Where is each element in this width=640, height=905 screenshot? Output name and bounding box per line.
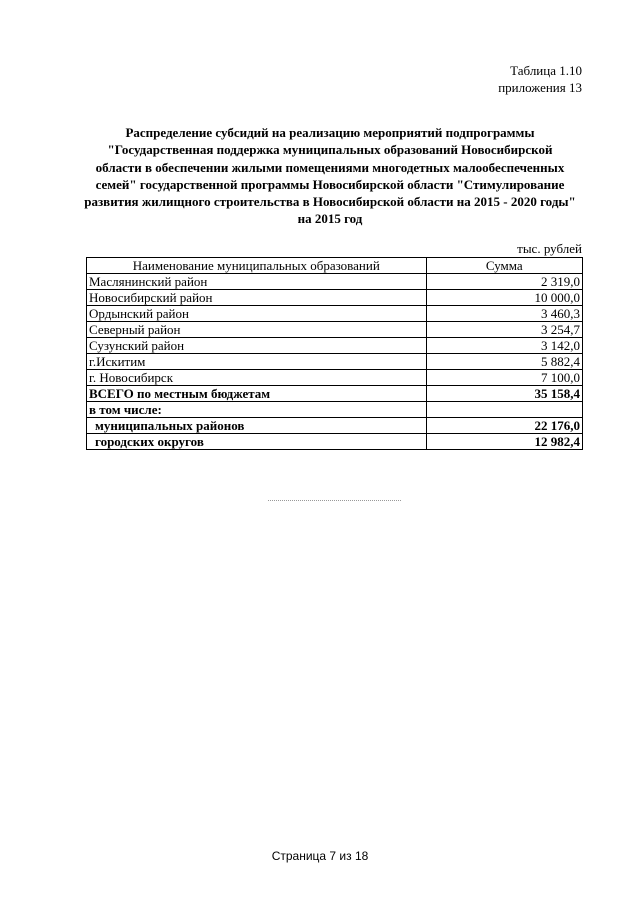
subtotal-row [87, 434, 583, 450]
municipality-name: Сузунский район [87, 338, 427, 354]
table-number: Таблица 1.10 [510, 63, 582, 78]
subtotal-amount: 12 982,4 [426, 434, 582, 450]
title-line: области в обеспечении жилыми помещениями многодетных малообеспеченных [95, 159, 565, 175]
table-row [87, 338, 583, 354]
total-label: ВСЕГО по местным бюджетам [87, 386, 427, 402]
subtotal-label: городских округов [87, 434, 427, 450]
title-line: развития жилищного строительства в Новосибирской области на 2015 - 2020 годы" [84, 194, 576, 210]
table-row [87, 274, 583, 290]
title-line: "Государственная поддержка муниципальных образований Новосибирской [107, 142, 553, 158]
appendix-number: приложения 13 [498, 80, 582, 95]
total-amount: 35 158,4 [426, 386, 582, 402]
municipality-name: Маслянинский район [87, 274, 427, 290]
title-line: Распределение субсидий на реализацию мероприятий подпрограммы [125, 125, 535, 140]
subsidy-amount: 10 000,0 [426, 290, 582, 306]
document-title [80, 124, 580, 228]
including-row [87, 402, 583, 418]
subsidy-amount: 3 254,7 [426, 322, 582, 338]
page-number: Страница 7 из 18 [271, 849, 369, 863]
subsidy-amount: 3 142,0 [426, 338, 582, 354]
table-row [87, 370, 583, 386]
table-row [87, 306, 583, 322]
municipality-name: г. Новосибирск [87, 370, 427, 386]
municipality-name: г.Искитим [87, 354, 427, 370]
including-label: в том числе: [87, 402, 427, 418]
municipality-name: Ордынский район [87, 306, 427, 322]
table-header-row [87, 258, 583, 274]
separator-line [268, 500, 401, 501]
table-row [87, 354, 583, 370]
subsidy-amount: 7 100,0 [426, 370, 582, 386]
subtotal-row [87, 418, 583, 434]
municipality-name: Северный район [87, 322, 427, 338]
table-row [87, 322, 583, 338]
subsidy-amount: 2 319,0 [426, 274, 582, 290]
column-header-sum: Сумма [426, 258, 582, 274]
subsidy-amount: 3 460,3 [426, 306, 582, 322]
column-header-name: Наименование муниципальных образований [87, 258, 427, 274]
table-reference [498, 62, 582, 96]
subsidy-amount: 5 882,4 [426, 354, 582, 370]
total-row [87, 386, 583, 402]
title-line: на 2015 год [297, 211, 363, 227]
including-empty-cell [426, 402, 582, 418]
table-row [87, 290, 583, 306]
subsidy-table [86, 257, 583, 450]
municipality-name: Новосибирский район [87, 290, 427, 306]
units-label: тыс. рублей [517, 241, 582, 256]
subtotal-amount: 22 176,0 [426, 418, 582, 434]
subtotal-label: муниципальных районов [87, 418, 427, 434]
title-line: семей" государственной программы Новосибирской области "Стимулирование [95, 176, 565, 192]
